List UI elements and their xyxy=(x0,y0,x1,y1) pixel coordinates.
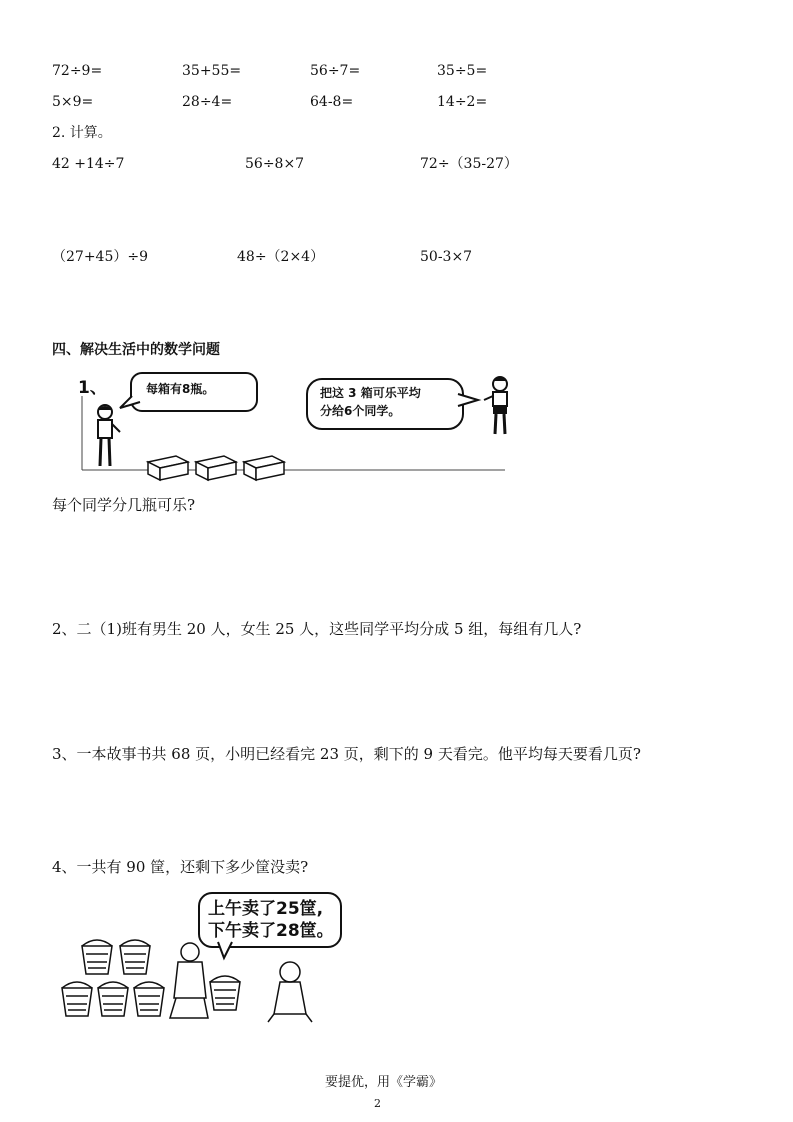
calc-expr-6: 50-3×7 xyxy=(420,249,473,265)
problem-1-number: 1、 xyxy=(78,378,107,398)
calc-expr-2: 56÷8×7 xyxy=(245,156,305,172)
bubble-right-line-2: 分给6个同学。 xyxy=(320,404,401,418)
section-4-title: 四、解决生活中的数学问题 xyxy=(52,342,220,358)
section-2-title: 2. 计算。 xyxy=(52,125,112,141)
problem-3-text: 3、一本故事书共 68 页，小明已经看完 23 页，剩下的 9 天看完。他平均每天要看几页? xyxy=(52,745,641,763)
problem-2-text: 2、二（1)班有男生 20 人，女生 25 人，这些同学平均分成 5 组，每组有几人? xyxy=(52,620,582,638)
problem-1-question: 每个同学分几瓶可乐? xyxy=(52,496,196,514)
calc-expr-5: 48÷（2×4） xyxy=(237,249,325,265)
calc-expr-4: （27+45）÷9 xyxy=(52,249,148,265)
calc-expr-3: 72÷（35-27） xyxy=(420,156,518,172)
problem-4-bubble-line-1: 上午卖了25筐, xyxy=(208,899,324,919)
problem-4-bubble-line-2: 下午卖了28筐。 xyxy=(208,921,334,941)
cola-boxes xyxy=(146,452,296,482)
footer-slogan: 要提优，用《学霸》 xyxy=(325,1075,443,1090)
problem-4-text: 4、一共有 90 筐，还剩下多少筐没卖? xyxy=(52,858,309,876)
oral-calc-2-1: 5×9= xyxy=(52,94,94,110)
baskets-illustration xyxy=(58,938,338,1028)
bubble-right-line-1: 把这 3 箱可乐平均 xyxy=(320,386,421,400)
oral-calc-1-1: 72÷9= xyxy=(52,63,103,79)
boy-figure xyxy=(482,374,522,444)
oral-calc-2-4: 14÷2= xyxy=(437,94,488,110)
bubble-tail-right xyxy=(452,392,482,412)
basket-icon xyxy=(82,940,112,974)
page-number: 2 xyxy=(374,1097,381,1110)
bubble-left-text: 每箱有8瓶。 xyxy=(146,382,215,396)
oral-calc-1-3: 56÷7= xyxy=(310,63,361,79)
oral-calc-1-4: 35÷5= xyxy=(437,63,488,79)
oral-calc-1-2: 35+55= xyxy=(182,63,242,79)
bubble-tail-left xyxy=(118,394,148,414)
oral-calc-2-3: 64-8= xyxy=(310,94,354,110)
oral-calc-2-2: 28÷4= xyxy=(182,94,233,110)
calc-expr-1: 42 +14÷7 xyxy=(52,156,125,172)
